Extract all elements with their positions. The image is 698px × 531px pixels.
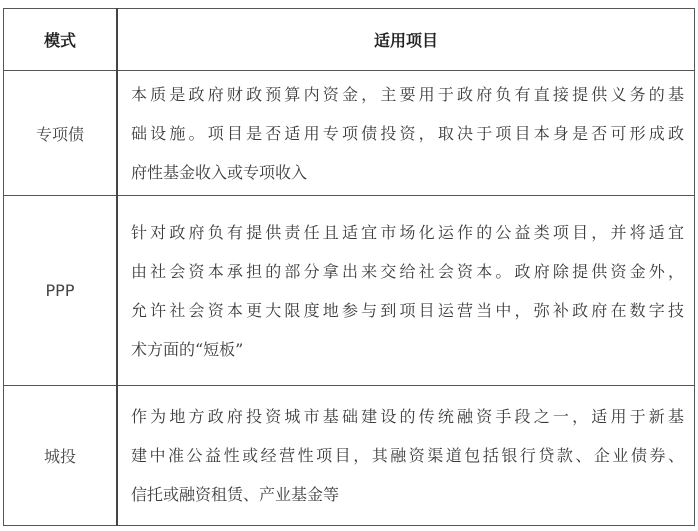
description-line: 术方面的“短板” bbox=[131, 339, 244, 359]
description-line: 针对政府负有提供责任且适宜市场化运作的公益类项目，并将适宜 bbox=[131, 222, 684, 242]
mode-cell: 城投 bbox=[4, 386, 118, 526]
mode-cell: PPP bbox=[4, 196, 118, 386]
description-line: 由社会资本承担的部分拿出来交给社会资本。政府除提供资金外， bbox=[131, 261, 684, 281]
description-line: 信托或融资租赁、产业基金等 bbox=[131, 485, 340, 504]
description-cell bbox=[117, 71, 695, 196]
description-line: 允许社会资本更大限度地参与到项目运营当中，弥补政府在数字技 bbox=[131, 300, 684, 320]
header-row bbox=[4, 9, 695, 71]
description-line: 本质是政府财政预算内资金，主要用于政府负有直接提供义务的基 bbox=[131, 84, 684, 104]
header-mode: 模式 bbox=[4, 9, 118, 71]
description-line: 础设施。项目是否适用专项债投资，取决于项目本身是否可形成政 bbox=[131, 123, 684, 143]
table-row bbox=[4, 386, 695, 526]
description-line: 作为地方政府投资城市基础建设的传统融资手段之一，适用于新基 bbox=[131, 407, 684, 426]
table-row bbox=[4, 196, 695, 386]
description-cell bbox=[117, 196, 695, 386]
financing-mode-table bbox=[3, 8, 695, 526]
mode-cell: 专项债 bbox=[4, 71, 118, 196]
table-row bbox=[4, 71, 695, 196]
description-line: 建中准公益性或经营性项目，其融资渠道包括银行贷款、企业债券、 bbox=[131, 446, 684, 465]
description-cell bbox=[117, 386, 695, 526]
description-line: 府性基金收入或专项收入 bbox=[131, 162, 308, 182]
header-applicable-projects: 适用项目 bbox=[117, 9, 695, 71]
